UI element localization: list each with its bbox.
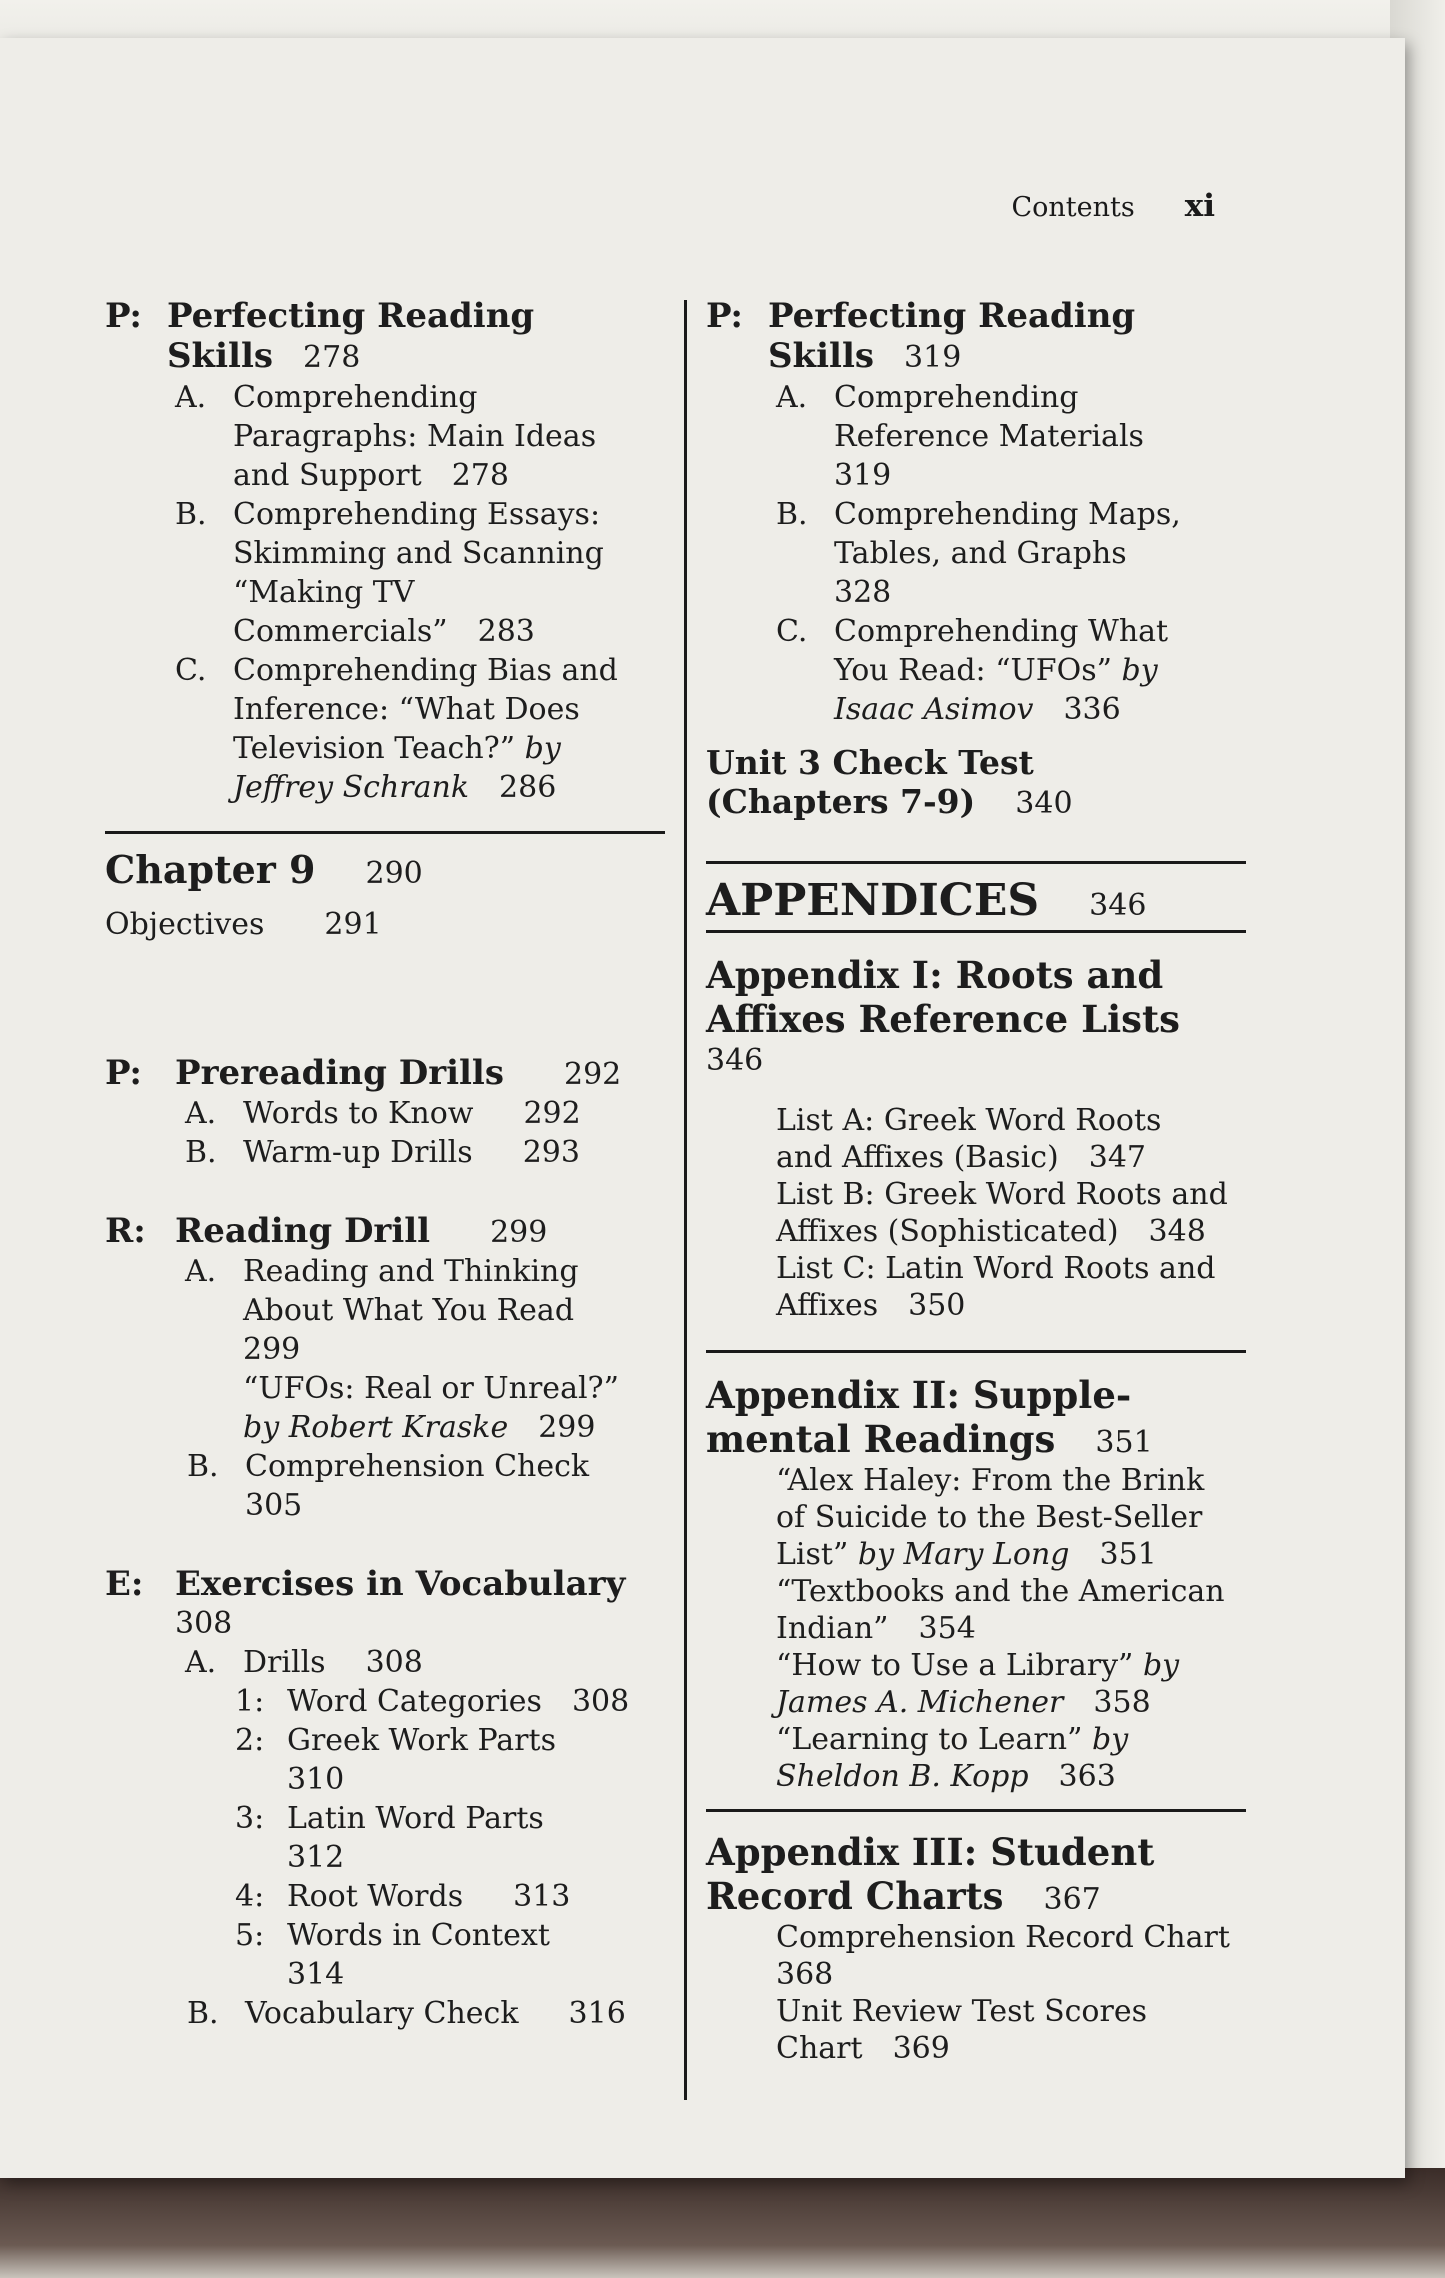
toc-entry: B. Vocabulary Check 316 bbox=[187, 1996, 626, 2031]
reading-entry: “Textbooks and the American Indian” 354 bbox=[776, 1574, 1225, 1646]
page-ref: 278 bbox=[303, 340, 361, 375]
page-ref: 346 bbox=[1089, 888, 1147, 923]
section-title-cont: Skills bbox=[167, 336, 274, 376]
chart-entry: Comprehension Record Chart 368 bbox=[776, 1920, 1230, 1992]
running-header bbox=[1012, 188, 1216, 224]
list-entry: List A: Greek Word Roots and Affixes (Basic) 347 bbox=[776, 1103, 1162, 1175]
page-ref: 313 bbox=[513, 1879, 571, 1914]
appendix-2: Appendix II: Supple- mental Readings 351 “Alex Haley: From the Brink of Suicide to the Best-Seller List” by Mary Long 351 “Textbooks and the American Indian” 354 “How to Use a Library” by James A. Michener 358 “Learning to Learn” by Sheldon B. Kopp 363 bbox=[706, 1373, 1251, 1795]
section-title: Perfecting Reading bbox=[167, 296, 535, 336]
chapter-title: Chapter 9 bbox=[105, 847, 316, 892]
right-column bbox=[706, 296, 1251, 2067]
section-title: Prereading Drills bbox=[175, 1053, 504, 1093]
page-ref: 340 bbox=[1015, 786, 1073, 821]
toc-entry: A. Words to Know 292 bbox=[185, 1096, 581, 1131]
toc-section-perfecting-right: P: Perfecting Reading Skills 319 bbox=[706, 296, 1136, 376]
page-ref: 299 bbox=[538, 1410, 596, 1445]
section-rule bbox=[706, 930, 1246, 933]
page-ref: 314 bbox=[287, 1957, 345, 1992]
toc-entry: B. Warm-up Drills 293 bbox=[185, 1135, 580, 1170]
toc-entry: B. Comprehending Essays: Skimming and Scanning “Making TV Commercials” 283 bbox=[175, 497, 604, 649]
column-divider bbox=[684, 300, 687, 2100]
page-ref: 350 bbox=[908, 1288, 966, 1323]
section-rule bbox=[706, 861, 1246, 864]
page-ref: 351 bbox=[1095, 1425, 1153, 1460]
toc-section-reading: R: Reading Drill 299 A. Reading and Thinking About What You Read 299 “UFOs: Real or Unreal?” by Robert Kraske 299 B. Comprehension Check 305 bbox=[105, 1212, 665, 1525]
chapter-heading bbox=[105, 848, 665, 893]
page-ref: 369 bbox=[892, 2031, 950, 2066]
page-ref: 308 bbox=[365, 1645, 423, 1680]
toc-section-perfecting-left bbox=[105, 296, 665, 378]
page-ref: 351 bbox=[1099, 1537, 1157, 1572]
toc-entry: C. Comprehending What You Read: “UFOs” by Isaac Asimov 336 bbox=[776, 614, 1169, 727]
drill-entry: 5: Words in Context 314 bbox=[235, 1918, 550, 1992]
toc-section-prereading: P: Prereading Drills 292 A. Words to Know 292 B. Warm-up Drills 293 bbox=[105, 1054, 665, 1172]
page-number: xi bbox=[1184, 188, 1215, 224]
page-ref: 299 bbox=[490, 1215, 548, 1250]
appendix-3: Appendix III: Student Record Charts 367 Comprehension Record Chart 368 Unit Review Test Scores Chart 369 bbox=[706, 1830, 1251, 2067]
unit-check-test: Unit 3 Check Test (Chapters 7-9) 340 bbox=[706, 743, 1073, 821]
toc-entry: A. Drills 308 bbox=[185, 1645, 423, 1680]
left-column bbox=[105, 296, 665, 2033]
page-ref: 293 bbox=[522, 1135, 580, 1170]
section-title: Exercises in Vocabulary bbox=[175, 1564, 626, 1604]
section-letter: P: bbox=[105, 296, 142, 336]
reading-entry: “Learning to Learn” by Sheldon B. Kopp 363 bbox=[776, 1722, 1129, 1794]
page-ref: 363 bbox=[1058, 1759, 1116, 1794]
page-ref: 328 bbox=[834, 575, 892, 610]
toc-entry: A. Comprehending Reference Materials 319 bbox=[776, 380, 1144, 493]
page-ref: 310 bbox=[287, 1762, 345, 1797]
drill-entry: 4: Root Words 313 bbox=[235, 1879, 571, 1914]
page-ref: 286 bbox=[499, 770, 557, 805]
section-rule bbox=[706, 1350, 1246, 1353]
page-ref: 347 bbox=[1088, 1140, 1146, 1175]
list-entry: List B: Greek Word Roots and Affixes (Sophisticated) 348 bbox=[776, 1177, 1228, 1249]
header-title: Contents bbox=[1011, 192, 1135, 223]
reading-entry: “Alex Haley: From the Brink of Suicide to the Best-Seller List” by Mary Long 351 bbox=[776, 1463, 1205, 1572]
page-ref: 354 bbox=[918, 1611, 976, 1646]
section-title: Reading Drill bbox=[175, 1211, 431, 1251]
page-ref: 305 bbox=[245, 1488, 303, 1523]
reading-entry: “How to Use a Library” by James A. Michener 358 bbox=[776, 1648, 1180, 1720]
page-ref: 312 bbox=[287, 1840, 345, 1875]
page-ref: 291 bbox=[324, 907, 382, 942]
page-ref: 299 bbox=[243, 1332, 301, 1367]
page-ref: 316 bbox=[568, 1996, 626, 2031]
toc-entry: B. Comprehending Maps, Tables, and Graphs 328 bbox=[776, 497, 1181, 610]
section-rule bbox=[105, 831, 665, 834]
page-ref: 283 bbox=[477, 614, 535, 649]
page-ref: 367 bbox=[1043, 1882, 1101, 1917]
book-page bbox=[0, 38, 1405, 2178]
page-ref: 358 bbox=[1093, 1685, 1151, 1720]
toc-entry: C. Comprehending Bias and Inference: “What Does Television Teach?” by Jeffrey Schrank 286 bbox=[175, 653, 618, 805]
page-ref: 290 bbox=[365, 856, 423, 891]
toc-entry: B. Comprehension Check 305 bbox=[187, 1449, 590, 1523]
list-entry: List C: Latin Word Roots and Affixes 350 bbox=[776, 1251, 1216, 1323]
page-ref: 292 bbox=[564, 1057, 622, 1092]
section-title: Perfecting Reading bbox=[768, 296, 1136, 336]
page-ref: 319 bbox=[904, 340, 962, 375]
drill-entry: 1: Word Categories 308 bbox=[235, 1684, 630, 1719]
page-ref: 346 bbox=[706, 1043, 764, 1078]
appendices-heading: APPENDICES 346 bbox=[706, 875, 1147, 926]
chart-entry: Unit Review Test Scores Chart 369 bbox=[776, 1994, 1147, 2066]
page-ref: 368 bbox=[776, 1957, 834, 1992]
page-ref: 348 bbox=[1148, 1214, 1206, 1249]
toc-entry: A. Comprehending Paragraphs: Main Ideas and Support 278 bbox=[175, 380, 597, 493]
page-ref: 308 bbox=[175, 1606, 233, 1641]
page-ref: 319 bbox=[834, 458, 892, 493]
appendix-1: Appendix I: Roots and Affixes Reference Lists 346 List A: Greek Word Roots and Affixes (Basic) 347 List B: Greek Word Roots and Affixes (Sophisticated) 348 List C: Latin Word Roots and Affixes 350 bbox=[706, 953, 1251, 1324]
toc-entry: A. Reading and Thinking About What You Read 299 “UFOs: Real or Unreal?” by Robert Kraske 299 bbox=[185, 1254, 619, 1445]
toc-section-exercises: E: Exercises in Vocabulary 308 A. Drills 308 1: Word Categories 308 2: Greek Work Parts 310 3: Latin Word Parts 312 4: Root Words 313 5: Words in Context 314 B. Vocabulary Check 316 bbox=[105, 1565, 665, 2033]
backdrop-bottom bbox=[0, 2168, 1445, 2278]
objectives-entry: Objectives 291 bbox=[105, 907, 382, 942]
drill-entry: 3: Latin Word Parts 312 bbox=[235, 1801, 544, 1875]
page-ref: 278 bbox=[451, 458, 509, 493]
drill-entry: 2: Greek Work Parts 310 bbox=[235, 1723, 556, 1797]
page-ref: 292 bbox=[523, 1096, 581, 1131]
section-rule bbox=[706, 1809, 1246, 1812]
page-ref: 308 bbox=[571, 1684, 630, 1719]
page-ref: 336 bbox=[1063, 692, 1121, 727]
